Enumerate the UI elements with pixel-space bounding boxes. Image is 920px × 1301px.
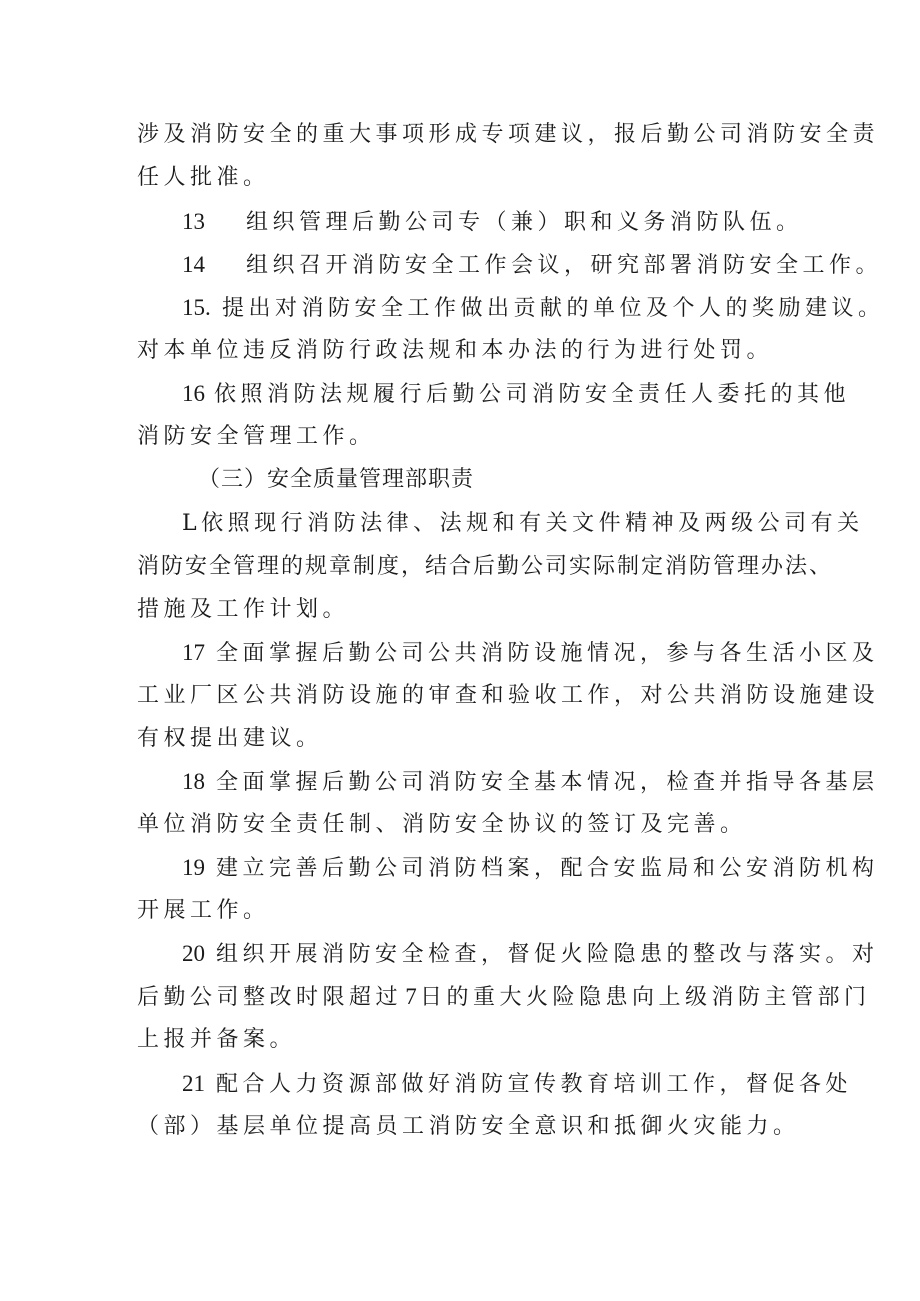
text-line	[137, 595, 349, 625]
line-text: 涉及消防安全的重大事项形成专项建议，报后勤公司消防安全责	[137, 122, 880, 147]
line-text: 对本单位违反消防行政法规和本办法的行为进行处罚。	[137, 338, 774, 363]
item-21	[182, 1069, 852, 1100]
text-line	[137, 896, 270, 926]
text-line	[137, 724, 323, 754]
line-text: 组织开展消防安全检查，督促火险隐患的整改与落实。对	[216, 942, 879, 967]
text-line	[137, 336, 773, 366]
item-number: 13	[182, 209, 205, 234]
text-line	[137, 120, 879, 150]
item-15	[182, 293, 885, 324]
line-text: 消防安全管理的规章制度，结合后勤公司实际制定消防管理办法、	[137, 554, 834, 579]
line-text: 后勤公司整改时限超过	[137, 985, 403, 1010]
heading-text: （三）安全质量管理部职责	[198, 467, 475, 492]
item-number: 19	[182, 855, 205, 880]
item-16	[182, 379, 850, 410]
item-number: 20	[182, 941, 205, 966]
item-number: 15.	[182, 295, 211, 320]
section-heading	[198, 465, 474, 495]
line-text: 日的重大火险隐患向上级消防主管部门	[420, 985, 871, 1010]
item-number: 21	[182, 1071, 205, 1096]
item-number: 17	[182, 640, 205, 665]
item-number: 18	[182, 769, 205, 794]
line-text: （部）基层单位提高员工消防安全意识和抵御火灾能力。	[137, 1114, 800, 1139]
text-line	[137, 810, 747, 840]
day-count: 7	[405, 984, 417, 1009]
text-line	[137, 681, 879, 711]
text-line	[137, 552, 833, 582]
text-line	[137, 163, 270, 193]
line-text: 依照消防法规履行后勤公司消防安全责任人委托的其他	[214, 382, 851, 407]
line-text: 开展工作。	[137, 898, 270, 923]
line-text: 措施及工作计划。	[137, 597, 350, 622]
item-18	[182, 767, 879, 798]
item-20	[182, 939, 879, 970]
text-line	[137, 982, 871, 1013]
item-l	[182, 509, 864, 539]
item-17	[182, 638, 879, 669]
item-19	[182, 853, 879, 884]
line-text: 任人批准。	[137, 165, 270, 190]
line-text: 全面掌握后勤公司消防安全基本情况，检查并指导各基层	[216, 770, 879, 795]
text-line	[137, 1112, 800, 1142]
item-number: 16	[182, 381, 205, 406]
item-14	[182, 250, 882, 281]
line-text: 提出对消防安全工作做出贡献的单位及个人的奖励建议。	[222, 296, 885, 321]
text-line	[137, 1025, 296, 1055]
item-13	[182, 207, 803, 238]
line-text: 单位消防安全责任制、消防安全协议的签订及完善。	[137, 812, 747, 837]
line-text: 消防安全管理工作。	[137, 424, 376, 449]
text-line	[137, 422, 376, 452]
line-text: L依照现行消防法律、法规和有关文件精神及两级公司有关	[182, 511, 864, 536]
line-text: 有权提出建议。	[137, 726, 323, 751]
line-text: 建立完善后勤公司消防档案，配合安监局和公安消防机构	[216, 856, 879, 881]
item-number: 14	[182, 252, 205, 277]
line-text: 组织召开消防安全工作会议，研究部署消防安全工作。	[246, 253, 883, 278]
line-text: 全面掌握后勤公司公共消防设施情况，参与各生活小区及	[216, 641, 879, 666]
line-text: 组织管理后勤公司专（兼）职和义务消防队伍。	[246, 210, 803, 235]
line-text: 上报并备案。	[137, 1027, 297, 1052]
line-text: 工业厂区公共消防设施的审查和验收工作，对公共消防设施建设	[137, 683, 880, 708]
line-text: 配合人力资源部做好消防宣传教育培训工作，督促各处	[216, 1072, 853, 1097]
